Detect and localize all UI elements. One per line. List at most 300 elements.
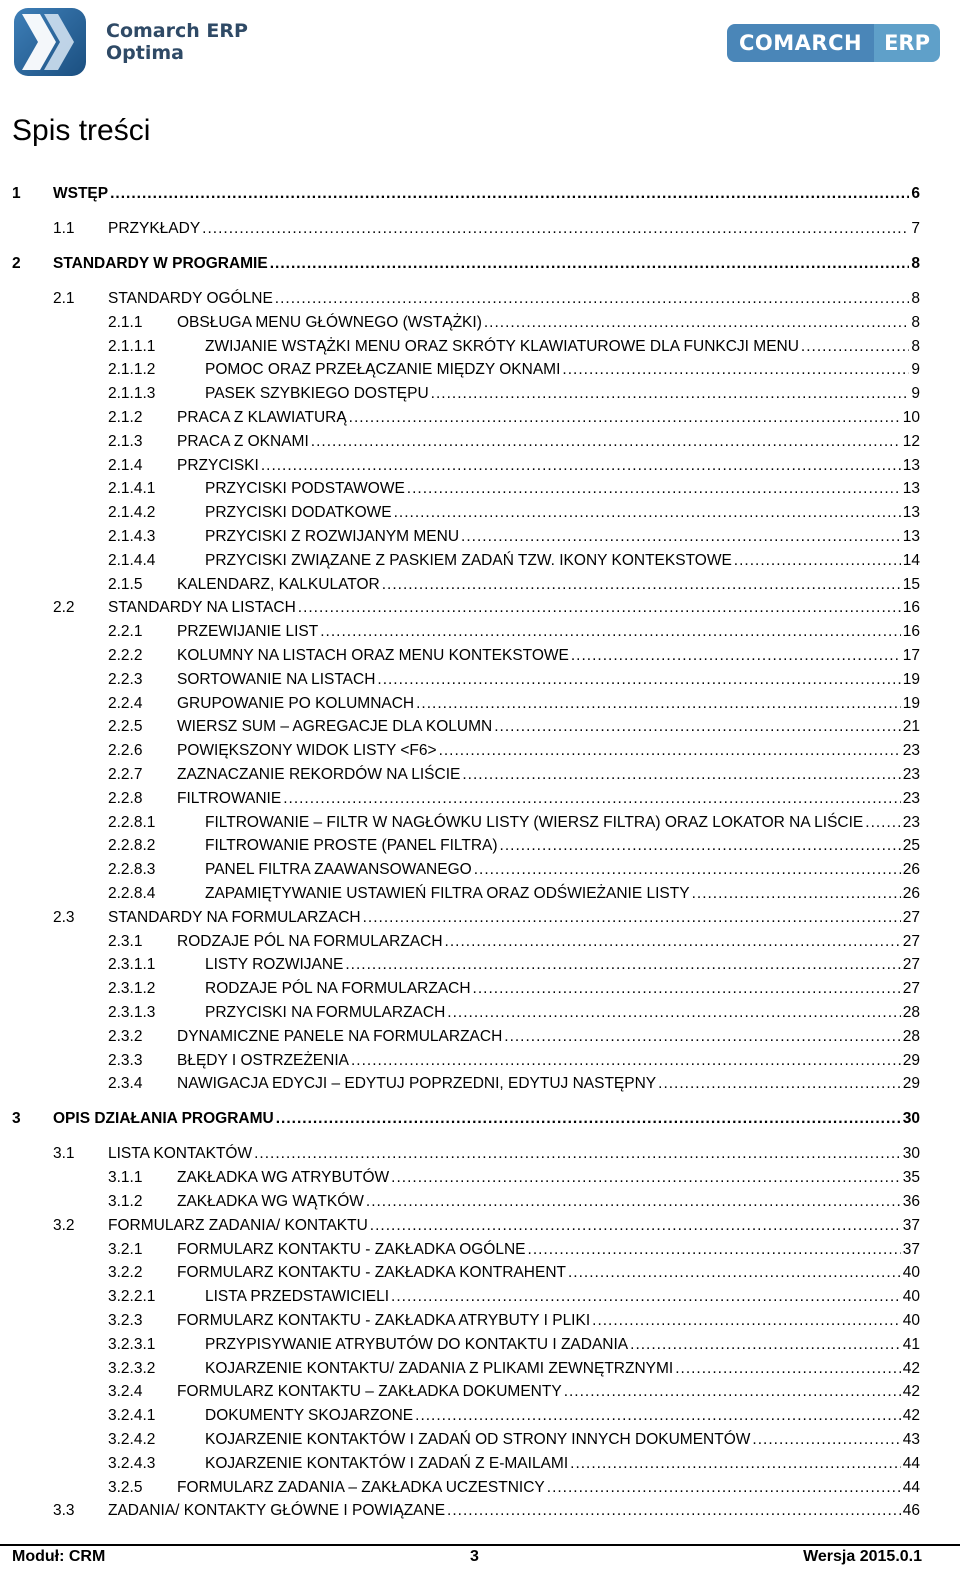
toc-entry-link[interactable]: [205, 1452, 920, 1476]
toc-entry[interactable]: [0, 287, 960, 311]
toc-entry-link[interactable]: [53, 182, 920, 206]
comarch-logo-icon: [14, 8, 86, 76]
toc-dot-leader: [484, 311, 910, 335]
brand-name: COMARCH: [727, 24, 874, 62]
toc-entry[interactable]: [0, 977, 960, 1001]
toc-entry-number: 2.1.1.2: [108, 361, 156, 379]
toc-dot-leader: [473, 977, 901, 1001]
toc-entry-number: 3: [12, 1110, 21, 1128]
toc-entry-label: PRZEWIJANIE LIST: [177, 623, 319, 641]
comarch-erp-optima-logo: [14, 8, 254, 78]
toc-entry-label: FILTROWANIE PROSTE (PANEL FILTRA): [205, 837, 498, 855]
toc-entry-page: 36: [902, 1193, 920, 1210]
toc-entry-link[interactable]: [205, 1428, 920, 1452]
toc-entry-link[interactable]: [205, 477, 920, 501]
toc-entry-page: 7: [911, 220, 920, 237]
toc-entry[interactable]: [0, 739, 960, 763]
toc-entry-link[interactable]: [177, 430, 920, 454]
toc-entry[interactable]: [0, 573, 960, 597]
toc-entry-link[interactable]: [177, 715, 920, 739]
toc-entry-page: 9: [911, 385, 920, 403]
toc-entry-link[interactable]: [177, 1261, 920, 1285]
toc-entry-link[interactable]: [177, 311, 920, 335]
toc-entry-page: 29: [902, 1051, 920, 1069]
toc-entry-link[interactable]: [205, 977, 920, 1001]
toc-entry-number: 3.2.3.2: [108, 1359, 156, 1377]
toc-entry-link[interactable]: [108, 906, 920, 930]
toc-dot-leader: [370, 1214, 901, 1238]
toc-entry-number: 2.2.5: [108, 718, 143, 736]
toc-entry-link[interactable]: [205, 501, 920, 525]
toc-entry[interactable]: [0, 382, 960, 406]
toc-entry[interactable]: [0, 454, 960, 478]
toc-entry[interactable]: [0, 906, 960, 930]
toc-dot-leader: [801, 335, 909, 359]
footer-page-number: 3: [470, 1548, 479, 1565]
toc-entry-number: 2.3.1.1: [108, 956, 156, 974]
toc-entry-label: KOLUMNY NA LISTACH ORAZ MENU KONTEKSTOWE: [177, 647, 569, 664]
toc-dot-leader: [445, 930, 901, 954]
toc-dot-leader: [110, 182, 909, 206]
toc-entry-page: 27: [902, 932, 920, 950]
toc-entry[interactable]: [0, 930, 960, 954]
toc-dot-leader: [564, 1380, 901, 1404]
toc-entry-label: PANEL FILTRA ZAAWANSOWANEGO: [205, 861, 472, 879]
toc-dot-leader: [366, 1190, 901, 1214]
toc-entry-link[interactable]: [205, 882, 920, 906]
toc-entry-label: DYNAMICZNE PANELE NA FORMULARZACH: [177, 1027, 503, 1045]
toc-entry-link[interactable]: [177, 1166, 920, 1190]
toc-entry-label: STANDARDY W PROGRAMIE: [53, 255, 268, 272]
toc-dot-leader: [407, 477, 901, 501]
toc-entry-label: FORMULARZ KONTAKTU - ZAKŁADKA OGÓLNE: [177, 1240, 526, 1258]
toc-entry-label: PRZYCISKI DODATKOWE: [205, 504, 392, 522]
toc-entry[interactable]: [0, 1190, 960, 1214]
toc-entry-page: 40: [902, 1312, 920, 1329]
toc-dot-leader: [447, 1001, 900, 1025]
toc-dot-leader: [349, 406, 901, 430]
toc-dot-leader: [311, 430, 901, 454]
toc-dot-leader: [752, 1428, 900, 1452]
toc-entry-number: 2: [12, 255, 21, 272]
toc-entry[interactable]: [0, 1428, 960, 1452]
toc-entry-link[interactable]: [205, 858, 920, 882]
toc-entry-link[interactable]: [177, 1380, 920, 1404]
toc-entry-label: ZAPAMIĘTYWANIE USTAWIEŃ FILTRA ORAZ ODŚWIEŻANIE LISTY: [205, 885, 690, 902]
toc-entry-page: 29: [902, 1075, 920, 1093]
toc-entry-label: WSTĘP: [53, 185, 109, 202]
toc-entry[interactable]: [0, 1452, 960, 1476]
toc-entry-label: OPIS DZIAŁANIA PROGRAMU: [53, 1110, 274, 1128]
toc-entry-page: 37: [902, 1216, 920, 1234]
toc-entry[interactable]: [0, 525, 960, 549]
toc-dot-leader: [675, 1357, 901, 1381]
toc-entry-label: FILTROWANIE – FILTR W NAGŁÓWKU LISTY (WIERSZ FILTRA) ORAZ LOKATOR NA LIŚCIE: [205, 813, 864, 831]
toc-entry-link[interactable]: [205, 1333, 920, 1357]
toc-entry-link[interactable]: [53, 252, 920, 276]
toc-entry-link[interactable]: [205, 382, 920, 406]
toc-entry-label: PRACA Z OKNAMI: [177, 432, 309, 450]
toc-entry-number: 2.2.6: [108, 742, 143, 760]
toc-entry-number: 1.1: [53, 220, 75, 237]
toc-dot-leader: [261, 454, 901, 478]
toc-entry-link[interactable]: [205, 1285, 920, 1309]
toc-dot-leader: [351, 1049, 901, 1073]
toc-entry-page: 30: [902, 1110, 920, 1128]
toc-entry[interactable]: [0, 858, 960, 882]
toc-dot-leader: [461, 525, 901, 549]
toc-entry-page: 17: [902, 647, 920, 664]
toc-entry-page: 19: [902, 670, 920, 688]
toc-entry[interactable]: [0, 882, 960, 906]
toc-dot-leader: [283, 787, 901, 811]
toc-entry-page: 26: [902, 861, 920, 879]
toc-entry-page: 15: [902, 575, 920, 593]
toc-entry-page: 23: [902, 766, 920, 783]
toc-entry-label: FORMULARZ KONTAKTU – ZAKŁADKA DOKUMENTY: [177, 1383, 562, 1401]
toc-entry[interactable]: [0, 763, 960, 787]
toc-entry-page: 28: [902, 1004, 920, 1021]
toc-dot-leader: [865, 811, 900, 835]
toc-entry-link[interactable]: [108, 287, 920, 311]
toc-entry-number: 3.2.1: [108, 1240, 143, 1258]
toc-dot-leader: [276, 1107, 901, 1131]
toc-entry-page: 12: [902, 432, 920, 450]
toc-dot-leader: [562, 358, 909, 382]
toc-entry-page: 40: [902, 1288, 920, 1306]
toc-entry-page: 16: [902, 623, 920, 641]
toc-entry-link[interactable]: [108, 1214, 920, 1238]
toc-entry[interactable]: [0, 252, 960, 276]
toc-entry-page: 40: [902, 1264, 920, 1282]
toc-dot-leader: [570, 1452, 901, 1476]
toc-entry-link[interactable]: [108, 217, 920, 241]
toc-entry-number: 2.3.2: [108, 1027, 143, 1045]
toc-entry[interactable]: [0, 1107, 960, 1131]
toc-entry-label: PRZYCISKI ZWIĄZANE Z PASKIEM ZADAŃ TZW. IKONY KONTEKSTOWE: [205, 551, 732, 569]
toc-entry-label: POWIĘKSZONY WIDOK LISTY <F6>: [177, 742, 437, 760]
toc-dot-leader: [320, 620, 901, 644]
toc-dot-leader: [630, 1333, 901, 1357]
toc-dot-leader: [568, 1261, 901, 1285]
toc-entry[interactable]: [0, 644, 960, 668]
toc-entry[interactable]: [0, 1214, 960, 1238]
toc-dot-leader: [254, 1142, 901, 1166]
toc-entry-number: 3.1: [53, 1145, 75, 1163]
toc-entry-number: 2.1.1: [108, 313, 143, 331]
toc-entry-link[interactable]: [177, 620, 920, 644]
toc-entry[interactable]: [0, 1072, 960, 1096]
toc-entry-link[interactable]: [177, 1072, 920, 1096]
toc-entry-label: KOJARZENIE KONTAKTÓW I ZADAŃ Z E-MAILAMI: [205, 1454, 569, 1472]
toc-dot-leader: [658, 1072, 901, 1096]
toc-entry-link[interactable]: [205, 549, 920, 573]
toc-entry[interactable]: [0, 1499, 960, 1523]
toc-entry-link[interactable]: [177, 1190, 920, 1214]
toc-entry[interactable]: [0, 182, 960, 206]
toc-entry-page: 27: [902, 980, 920, 998]
toc-entry-label: KOJARZENIE KONTAKTU/ ZADANIA Z PLIKAMI ZEWNĘTRZNYMI: [205, 1359, 674, 1377]
brand-suffix: ERP: [874, 24, 940, 62]
toc-entry[interactable]: [0, 1025, 960, 1049]
toc-entry-page: 44: [902, 1478, 920, 1496]
toc-entry-page: 25: [902, 837, 920, 855]
toc-entry-page: 13: [902, 504, 920, 522]
toc-entry[interactable]: [0, 811, 960, 835]
toc-entry-link[interactable]: [177, 763, 920, 787]
toc-entry-link[interactable]: [205, 335, 920, 359]
toc-entry-link[interactable]: [177, 668, 920, 692]
toc-entry-number: 3.2.4.3: [108, 1454, 156, 1472]
toc-entry-label: DOKUMENTY SKOJARZONE: [205, 1407, 414, 1425]
toc-entry[interactable]: [0, 1476, 960, 1500]
toc-entry-link[interactable]: [177, 692, 920, 716]
product-name: [106, 20, 248, 64]
toc-entry[interactable]: [0, 787, 960, 811]
toc-entry-number: 2.1.4.2: [108, 504, 156, 522]
toc-entry-link[interactable]: [177, 1476, 920, 1500]
toc-entry-page: 14: [902, 551, 920, 569]
toc-entry-page: 13: [902, 456, 920, 474]
toc-entry-label: POMOC ORAZ PRZEŁĄCZANIE MIĘDZY OKNAMI: [205, 361, 561, 379]
toc-entry-number: 2.1.4.4: [108, 551, 156, 569]
toc-entry[interactable]: [0, 217, 960, 241]
toc-entry-number: 2.3.1.2: [108, 980, 156, 998]
toc-entry-label: RODZAJE PÓL NA FORMULARZACH: [205, 980, 471, 998]
toc-entry[interactable]: [0, 692, 960, 716]
toc-entry-number: 2.2.1: [108, 623, 143, 641]
toc-entry[interactable]: [0, 1001, 960, 1025]
toc-entry[interactable]: [0, 430, 960, 454]
toc-entry-label: STANDARDY OGÓLNE: [108, 290, 273, 307]
toc-entry-label: ZAKŁADKA WG WĄTKÓW: [177, 1193, 364, 1210]
toc-entry-number: 2.1.2: [108, 409, 143, 426]
toc-entry[interactable]: [0, 1285, 960, 1309]
toc-entry-label: FORMULARZ KONTAKTU - ZAKŁADKA ATRYBUTY I PLIKI: [177, 1312, 591, 1329]
toc-entry-link[interactable]: [205, 1001, 920, 1025]
toc-entry-page: 42: [902, 1383, 920, 1401]
toc-dot-leader: [504, 1025, 900, 1049]
toc-entry-label: RODZAJE PÓL NA FORMULARZACH: [177, 932, 443, 950]
toc-entry[interactable]: [0, 549, 960, 573]
toc-entry-page: 46: [902, 1502, 920, 1520]
toc-entry-link[interactable]: [205, 953, 920, 977]
toc-entry-number: 2.1.4: [108, 456, 143, 474]
toc-entry[interactable]: [0, 1166, 960, 1190]
toc-entry-page: 21: [902, 718, 920, 736]
toc-dot-leader: [394, 501, 901, 525]
toc-entry-label: WIERSZ SUM – AGREGACJE DLA KOLUMN: [177, 718, 493, 736]
toc-entry-number: 2.1.4.3: [108, 528, 156, 545]
toc-entry-page: 19: [902, 694, 920, 712]
toc-dot-leader: [382, 573, 901, 597]
toc-entry-number: 2.1.3: [108, 432, 143, 450]
toc-entry-number: 3.2.4: [108, 1383, 143, 1401]
toc-dot-leader: [500, 834, 901, 858]
toc-dot-leader: [528, 1238, 901, 1262]
toc-dot-leader: [202, 217, 909, 241]
toc-entry[interactable]: [0, 1333, 960, 1357]
toc-entry-number: 2.2: [53, 599, 75, 617]
toc-entry-number: 2.1: [53, 290, 75, 307]
toc-entry-label: OBSŁUGA MENU GŁÓWNEGO (WSTĄŻKI): [177, 313, 482, 331]
toc-entry-number: 2.2.8.2: [108, 837, 156, 855]
toc-entry-number: 2.3: [53, 908, 75, 926]
toc-dot-leader: [447, 1499, 901, 1523]
toc-entry-label: STANDARDY NA FORMULARZACH: [108, 908, 361, 926]
toc-entry-number: 2.3.4: [108, 1075, 143, 1093]
toc-dot-leader: [494, 715, 901, 739]
toc-dot-leader: [462, 763, 900, 787]
toc-entry-link[interactable]: [177, 787, 920, 811]
toc-entry-page: 44: [902, 1454, 920, 1472]
toc-entry-label: FILTROWANIE: [177, 789, 282, 807]
toc-entry-link[interactable]: [177, 644, 920, 668]
toc-entry-number: 2.1.1.1: [108, 337, 156, 355]
toc-entry-page: 10: [902, 409, 920, 426]
toc-entry-number: 3.2.3: [108, 1312, 143, 1329]
toc-entry-number: 3.2.3.1: [108, 1335, 156, 1353]
toc-entry-page: 41: [902, 1335, 920, 1353]
toc-entry[interactable]: [0, 953, 960, 977]
toc-entry-link[interactable]: [205, 358, 920, 382]
toc-dot-leader: [571, 644, 901, 668]
toc-entry[interactable]: [0, 406, 960, 430]
toc-entry-page: 28: [902, 1027, 920, 1045]
product-name-line1: Comarch ERP: [106, 20, 248, 42]
toc-entry-number: 3.2.2: [108, 1264, 143, 1282]
toc-entry[interactable]: [0, 1309, 960, 1333]
toc-entry-label: PRZYKŁADY: [108, 220, 201, 237]
toc-entry-link[interactable]: [108, 1142, 920, 1166]
toc-entry-label: PRZYCISKI: [177, 456, 259, 474]
toc-dot-leader: [474, 858, 901, 882]
toc-entry-page: 42: [902, 1407, 920, 1425]
toc-dot-leader: [592, 1309, 901, 1333]
toc-entry-page: 6: [911, 185, 920, 202]
toc-entry-page: 8: [911, 313, 920, 331]
toc-dot-leader: [275, 287, 910, 311]
toc-dot-leader: [439, 739, 901, 763]
toc-entry-number: 3.2.4.2: [108, 1431, 156, 1448]
toc-entry-link[interactable]: [205, 1357, 920, 1381]
toc-dot-leader: [416, 692, 901, 716]
toc-entry[interactable]: [0, 358, 960, 382]
toc-entry-link[interactable]: [177, 406, 920, 430]
toc-entry-label: FORMULARZ ZADANIA – ZAKŁADKA UCZESTNICY: [177, 1478, 545, 1496]
toc-entry-label: ZAKŁADKA WG ATRYBUTÓW: [177, 1169, 390, 1187]
toc-entry[interactable]: [0, 335, 960, 359]
toc-entry[interactable]: [0, 477, 960, 501]
toc-entry-link[interactable]: [177, 573, 920, 597]
toc-entry-number: 3.2: [53, 1216, 75, 1234]
toc-entry-label: PASEK SZYBKIEGO DOSTĘPU: [205, 385, 429, 403]
toc-entry-label: PRZYCISKI Z ROZWIJANYM MENU: [205, 528, 460, 545]
toc-entry[interactable]: [0, 1142, 960, 1166]
toc-entry-link[interactable]: [177, 1309, 920, 1333]
toc-entry-number: 2.2.3: [108, 670, 143, 688]
toc-dot-leader: [345, 953, 900, 977]
toc-title: Spis treści: [12, 114, 151, 147]
toc-entry-label: PRZYCISKI NA FORMULARZACH: [205, 1004, 446, 1021]
toc-entry-page: 16: [902, 599, 920, 617]
toc-entry-page: 30: [902, 1145, 920, 1163]
toc-dot-leader: [298, 596, 901, 620]
toc-entry-label: PRACA Z KLAWIATURĄ: [177, 409, 347, 426]
toc-entry[interactable]: [0, 501, 960, 525]
toc-entry-link[interactable]: [205, 525, 920, 549]
toc-entry[interactable]: [0, 596, 960, 620]
toc-entry-number: 3.1.2: [108, 1193, 143, 1210]
toc-entry-page: 26: [902, 885, 920, 902]
toc-entry-page: 43: [902, 1431, 920, 1448]
toc-entry-number: 2.1.1.3: [108, 385, 156, 403]
toc-entry-link[interactable]: [108, 1499, 920, 1523]
toc-dot-leader: [734, 549, 901, 573]
toc-entry[interactable]: [0, 1404, 960, 1428]
toc-entry-label: LISTA KONTAKTÓW: [108, 1145, 253, 1163]
toc-entry-link[interactable]: [177, 739, 920, 763]
toc-entry-page: 23: [902, 789, 920, 807]
toc-entry-number: 2.2.7: [108, 766, 143, 783]
toc-entry[interactable]: [0, 1238, 960, 1262]
toc-entry[interactable]: [0, 834, 960, 858]
toc-entry-link[interactable]: [177, 1025, 920, 1049]
toc-entry[interactable]: [0, 1357, 960, 1381]
toc-entry-link[interactable]: [177, 930, 920, 954]
toc-entry-number: 2.2.8.4: [108, 885, 156, 902]
toc-entry-label: SORTOWANIE NA LISTACH: [177, 670, 376, 688]
toc-entry-label: ZWIJANIE WSTĄŻKI MENU ORAZ SKRÓTY KLAWIATUROWE DLA FUNKCJI MENU: [205, 337, 799, 355]
toc-entry-link[interactable]: [177, 454, 920, 478]
toc-entry-number: 2.2.8: [108, 789, 143, 807]
toc-entry-link[interactable]: [53, 1107, 920, 1131]
toc-entry-link[interactable]: [177, 1049, 920, 1073]
toc-entry[interactable]: [0, 715, 960, 739]
toc-entry-number: 2.2.2: [108, 647, 143, 664]
toc-entry-page: 42: [902, 1359, 920, 1377]
toc-entry-link[interactable]: [205, 1404, 920, 1428]
toc-entry[interactable]: [0, 620, 960, 644]
toc-entry-number: 3.2.5: [108, 1478, 143, 1496]
toc-entry-number: 2.2.8.1: [108, 813, 156, 831]
toc-entry-number: 1: [12, 185, 21, 202]
toc-entry-number: 3.3: [53, 1502, 75, 1520]
toc-entry[interactable]: [0, 311, 960, 335]
toc-dot-leader: [415, 1404, 901, 1428]
toc-dot-leader: [391, 1166, 901, 1190]
toc-entry[interactable]: [0, 1380, 960, 1404]
toc-entry[interactable]: [0, 1261, 960, 1285]
toc-entry-label: FORMULARZ KONTAKTU - ZAKŁADKA KONTRAHENT: [177, 1264, 566, 1282]
toc-entry[interactable]: [0, 668, 960, 692]
toc-entry-number: 2.3.1: [108, 932, 143, 950]
toc-entry-link[interactable]: [205, 834, 920, 858]
toc-entry-link[interactable]: [205, 811, 920, 835]
toc-entry-label: STANDARDY NA LISTACH: [108, 599, 296, 617]
toc-entry-label: KOJARZENIE KONTAKTÓW I ZADAŃ OD STRONY INNYCH DOKUMENTÓW: [205, 1431, 751, 1448]
toc-entry-link[interactable]: [177, 1238, 920, 1262]
toc-entry-label: ZAZNACZANIE REKORDÓW NA LIŚCIE: [177, 766, 461, 783]
toc-entry[interactable]: [0, 1049, 960, 1073]
toc-entry-number: 2.1.4.1: [108, 480, 156, 498]
toc-entry-link[interactable]: [108, 596, 920, 620]
toc-entry-label: PRZYPISYWANIE ATRYBUTÓW DO KONTAKTU I ZADANIA: [205, 1335, 629, 1353]
footer-module: Moduł: CRM: [12, 1548, 106, 1565]
toc-entry-label: KALENDARZ, KALKULATOR: [177, 575, 380, 593]
toc-entry-number: 2.2.8.3: [108, 861, 156, 879]
toc-entry-number: 3.1.1: [108, 1169, 143, 1187]
